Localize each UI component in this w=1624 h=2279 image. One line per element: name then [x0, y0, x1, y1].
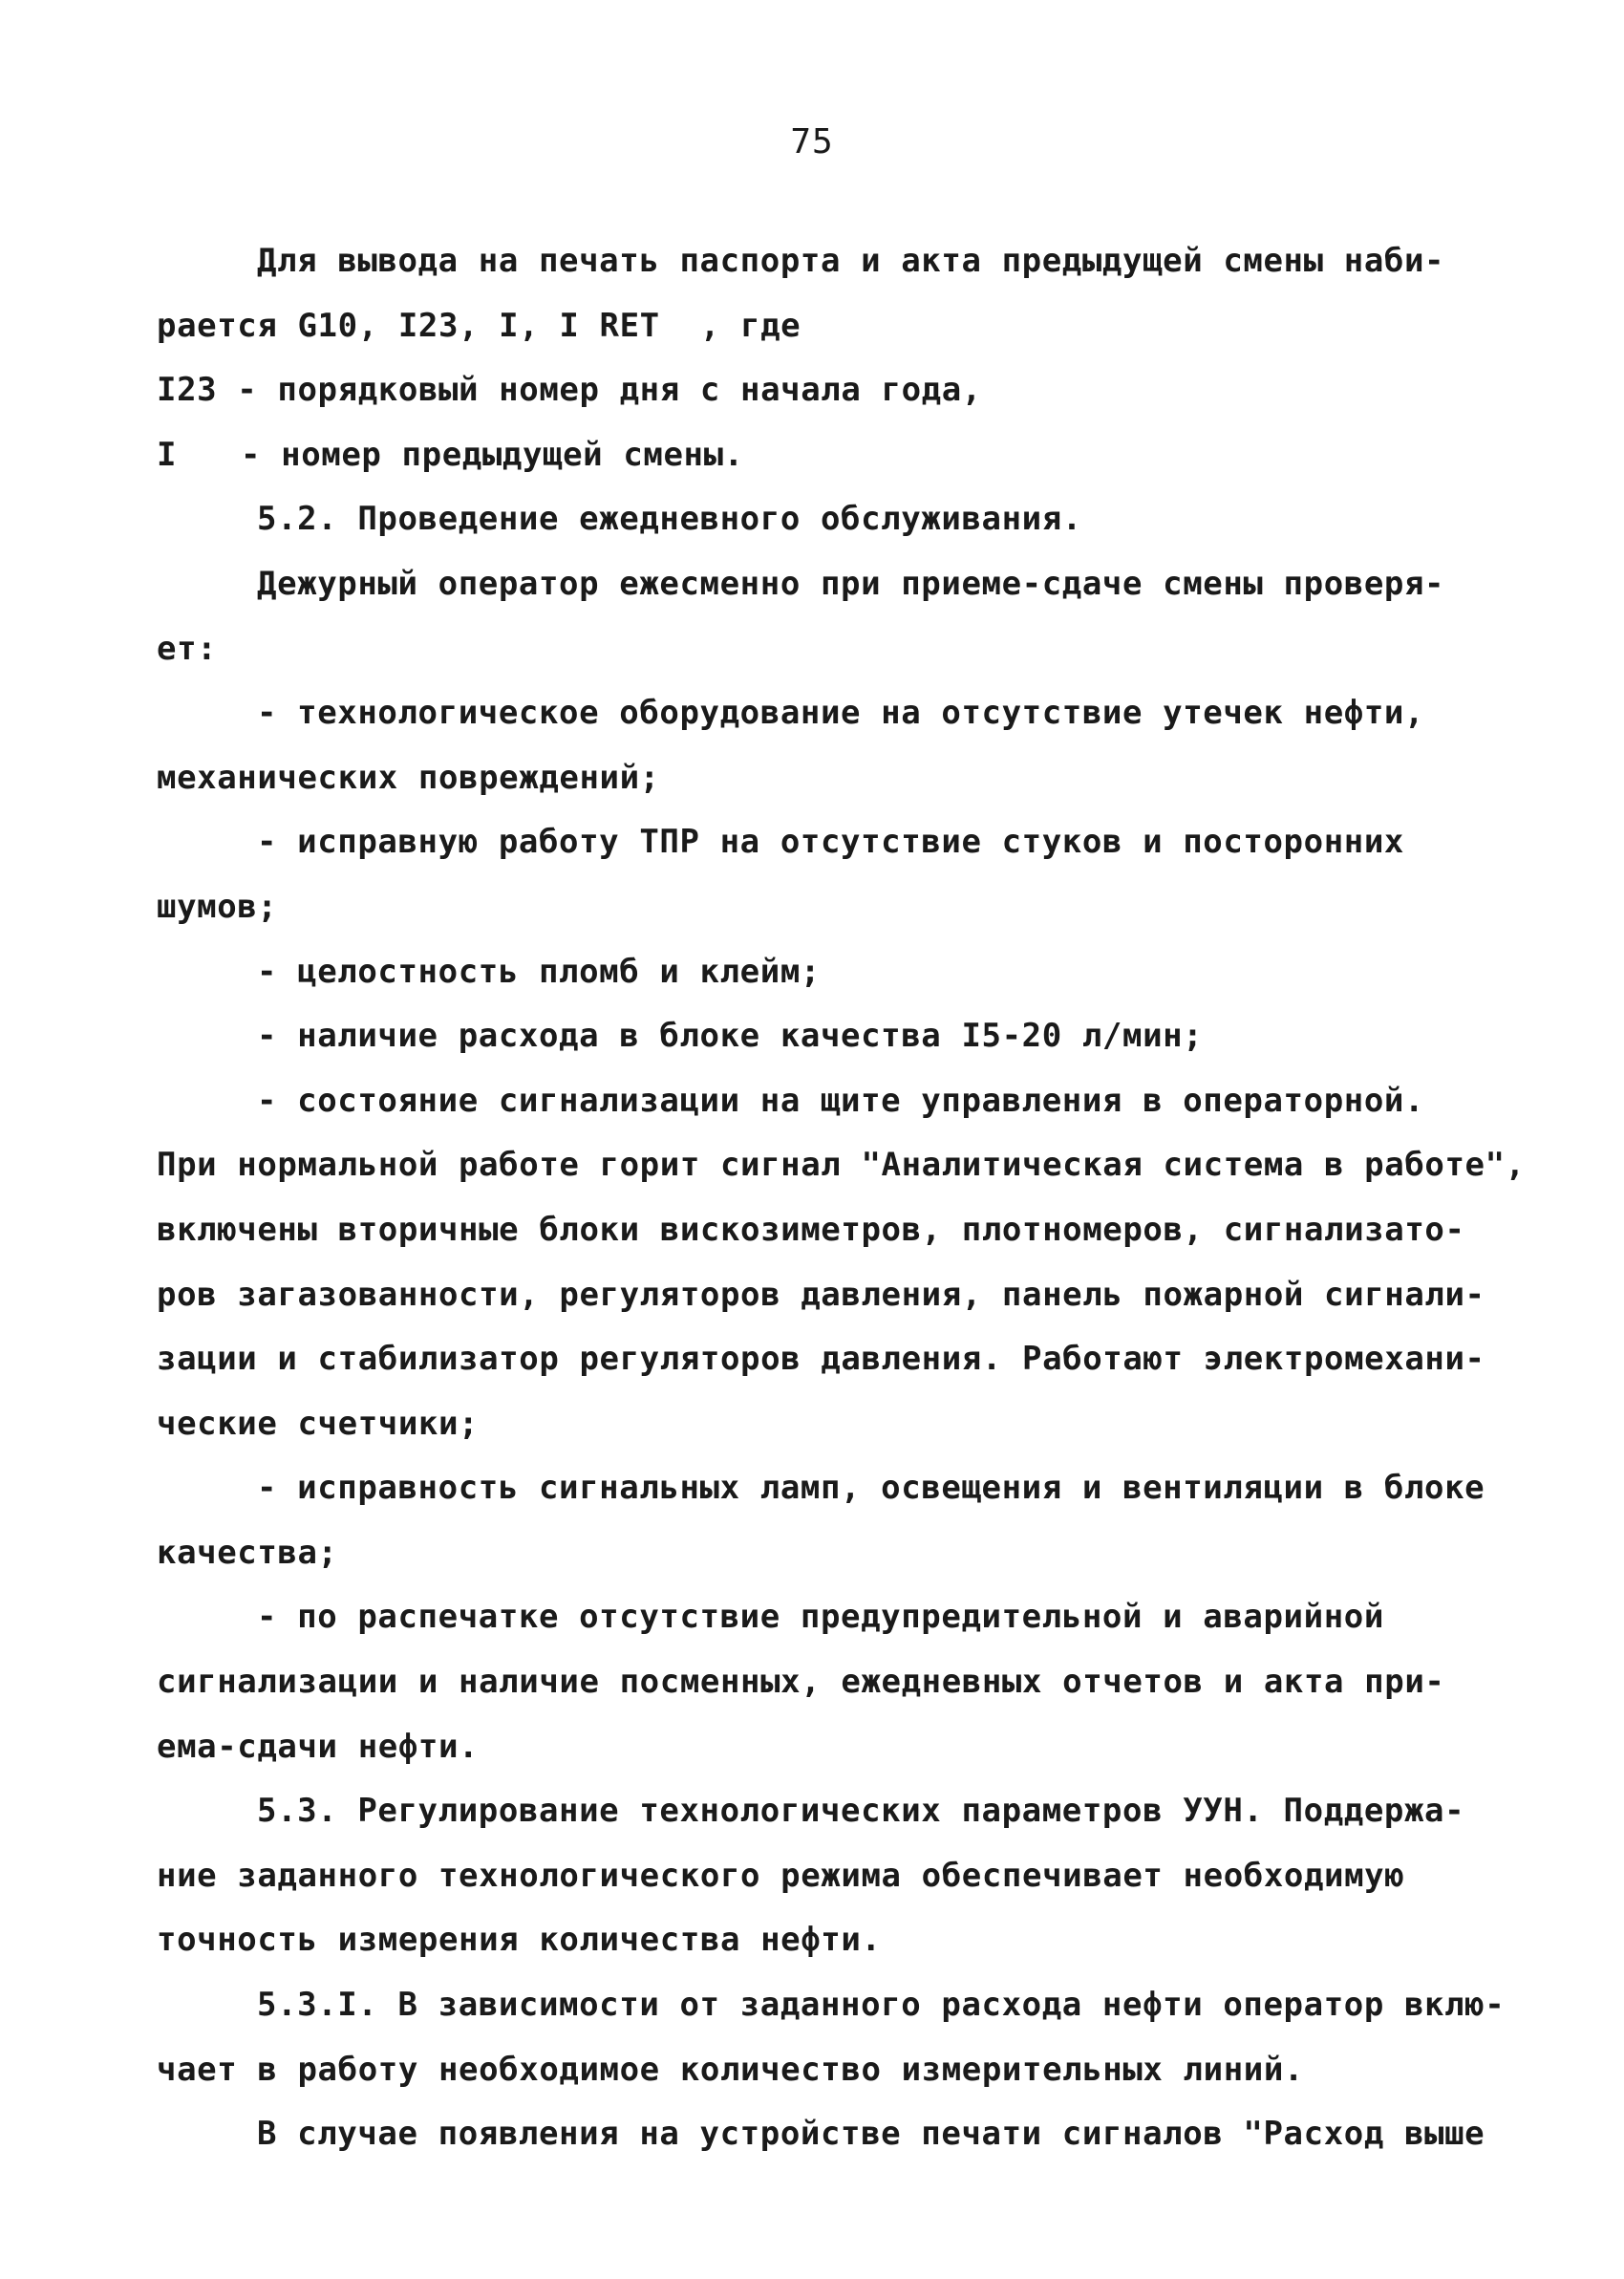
text-line: [157, 1779, 1494, 1844]
line-text: ние заданного технологического режима обеспечивает необходимую: [157, 1856, 1405, 1895]
text-line: [157, 940, 1494, 1005]
line-text: шумов;: [157, 887, 278, 926]
line-text: ров загазованности, регуляторов давления, панель пожарной сигнали-: [157, 1275, 1485, 1314]
line-text: Для вывода на печать паспорта и акта предыдущей смены наби-: [257, 242, 1445, 280]
text-line: [157, 2102, 1494, 2167]
line-text: - состояние сигнализации на щите управления в операторной.: [257, 1081, 1425, 1120]
definition-term: I: [157, 435, 178, 474]
text-line: [157, 552, 1494, 617]
line-text: 5.2. Проведение ежедневного обслуживания.: [257, 500, 1082, 539]
line-text: 5.3.I. В зависимости от заданного расхода нефти оператор вклю-: [257, 1986, 1506, 2025]
text-line: [157, 294, 1494, 359]
text-line: [157, 358, 1494, 423]
line-text: зации и стабилизатор регуляторов давления. Работают электромехани-: [157, 1340, 1485, 1379]
line-text: - исправную работу ТПР на отсутствие стуков и посторонних: [257, 823, 1404, 862]
line-text: - технологическое оборудование на отсутствие утечек нефти,: [257, 694, 1425, 733]
text-line: [157, 1004, 1494, 1069]
text-line: [157, 875, 1494, 940]
line-text: I23 - порядковый номер дня с начала года,: [157, 371, 982, 410]
line-text: включены вторичные блоки вискозиметров, плотномеров, сигнализато-: [157, 1210, 1465, 1249]
line-text: механических повреждений;: [157, 758, 660, 797]
line-text: ема-сдачи нефти.: [157, 1727, 480, 1766]
line-text: - номер предыдущей смены.: [241, 435, 744, 474]
text-line: [157, 1521, 1494, 1586]
text-line: [157, 1715, 1494, 1780]
text-line: [157, 681, 1494, 746]
text-line: [157, 617, 1494, 682]
text-line: [157, 1456, 1494, 1521]
page-number: 75: [790, 122, 834, 161]
text-line: [157, 2038, 1494, 2103]
line-text: рается G10, I23, I, I RET , где: [157, 306, 801, 345]
text-line: [157, 1392, 1494, 1457]
text-line: [157, 229, 1494, 294]
text-line: [157, 1133, 1526, 1198]
text-line: [157, 423, 1494, 488]
text-line: [157, 1198, 1494, 1263]
line-text: сигнализации и наличие посменных, ежедневных отчетов и акта при-: [157, 1663, 1445, 1702]
text-line: [157, 1327, 1494, 1392]
line-text: - наличие расхода в блоке качества I5-20 л/мин;: [257, 1017, 1204, 1056]
text-line: [157, 746, 1494, 811]
line-text: ет:: [157, 629, 218, 668]
line-text: - исправность сигнальных ламп, освещения и вентиляции в блоке: [257, 1469, 1485, 1508]
line-text: точность измерения количества нефти.: [157, 1921, 882, 1960]
text-line: [157, 1973, 1506, 2038]
line-text: При нормальной работе горит сигнал "Аналитическая система в работе",: [157, 1146, 1526, 1185]
line-text: чает в работу необходимое количество измерительных линий.: [157, 2050, 1304, 2089]
text-line: [157, 487, 1494, 552]
line-text: - по распечатке отсутствие предупредительной и аварийной: [257, 1598, 1384, 1637]
line-text: В случае появления на устройстве печати сигналов "Расход выше: [257, 2115, 1485, 2154]
text-line: [157, 1069, 1494, 1134]
document-body: [157, 229, 1526, 2167]
text-line: [157, 810, 1494, 875]
text-line: [157, 1908, 1494, 1973]
line-text: 5.3. Регулирование технологических параметров УУН. Поддержа-: [257, 1792, 1465, 1831]
text-line: [157, 1263, 1494, 1328]
text-line: [157, 1585, 1494, 1650]
line-text: Дежурный оператор ежесменно при приеме-сдаче смены проверя-: [257, 564, 1445, 603]
text-line: [157, 1844, 1494, 1909]
line-text: ческие счетчики;: [157, 1404, 480, 1443]
text-line: [157, 1650, 1494, 1715]
line-text: качества;: [157, 1533, 338, 1572]
line-text: - целостность пломб и клейм;: [257, 952, 821, 991]
